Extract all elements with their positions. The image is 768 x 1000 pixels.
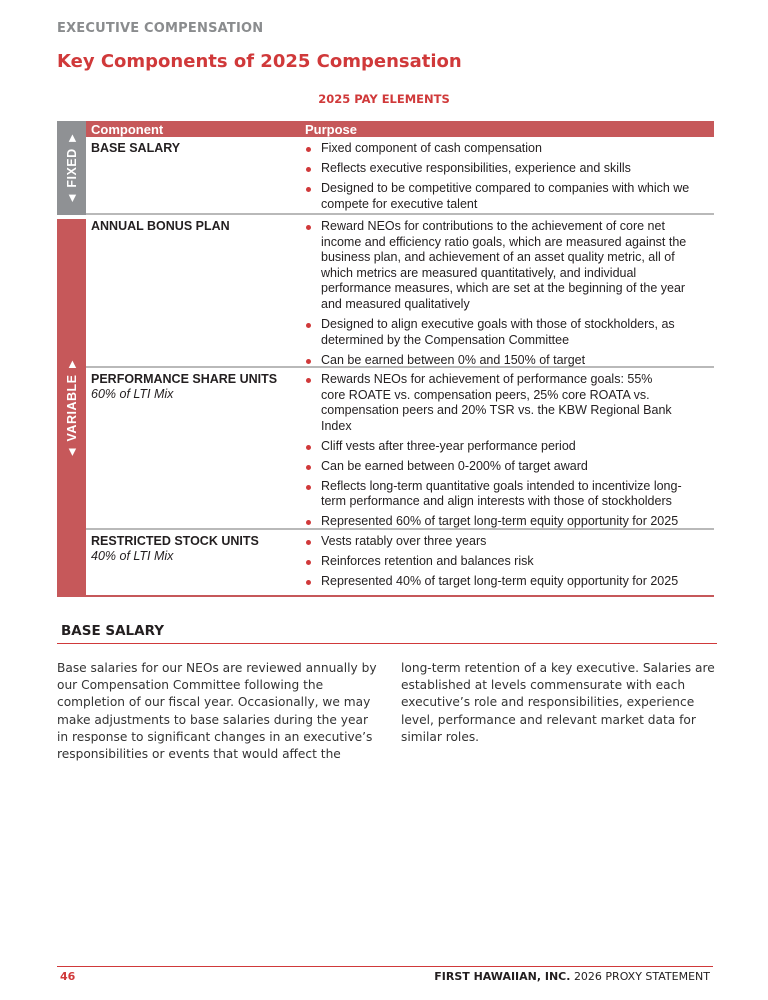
eyebrow: EXECUTIVE COMPENSATION: [57, 21, 264, 36]
variable-label: ◄ VARIABLE ►: [64, 357, 79, 459]
component-name: PERFORMANCE SHARE UNITS: [91, 372, 278, 386]
body-column-1: Base salaries for our NEOs are reviewed annually by our Compensation Committee following the completion of our fiscal year. Occasionally, we may make adjustments to base salaries during the year in response to significant changes in an executive’s responsibilities or events that would affect the: [57, 661, 377, 762]
purpose-item: Represented 60% of target long-term equity opportunity for 2025: [305, 514, 705, 530]
purpose-list: [305, 372, 705, 534]
purpose-item: Designed to align executive goals with those of stockholders, as determined by the Compensation Committee: [305, 317, 705, 348]
purpose-item: Rewards NEOs for achievement of performance goals: 55% core ROATE vs. compensation peers, 25% core ROATA vs. compensation peers and 20% TSR vs. the KBW Regional Bank Index: [305, 372, 676, 434]
purpose-list: [305, 219, 705, 373]
section-heading: BASE SALARY: [57, 623, 717, 644]
column-header-component: Component: [91, 122, 164, 137]
fixed-group-bar: [57, 121, 86, 215]
component-name: BASE SALARY: [91, 141, 181, 155]
document-name: 2026 PROXY STATEMENT: [573, 970, 710, 983]
table-row: [86, 137, 714, 215]
table-title: [0, 92, 768, 106]
table-row: [86, 368, 714, 530]
component-note: 40% of LTI Mix: [91, 549, 174, 563]
purpose-item: Reward NEOs for contributions to the achievement of core net income and efficiency ratio goals, which are measured against the business plan, and achievement of an asset quality metric, all of which metrics are measured quantitatively, and individual performance measures, which are set at the beginning of the year and measured qualitatively: [305, 219, 705, 313]
variable-group-bar: [57, 219, 86, 597]
table-header: [86, 121, 714, 137]
table-row: [86, 215, 714, 368]
footer-title: [434, 970, 710, 983]
column-header-purpose: Purpose: [305, 122, 358, 137]
component-name: RESTRICTED STOCK UNITS: [91, 534, 259, 548]
component-note: 60% of LTI Mix: [91, 387, 174, 401]
purpose-item: Vests ratably over three years: [305, 534, 705, 550]
purpose-item: Reflects long-term quantitative goals intended to incentivize long-term performance and align interests with those of stockholders: [305, 479, 705, 510]
purpose-item: Cliff vests after three-year performance period: [305, 439, 705, 455]
fixed-label: ◄ FIXED ►: [64, 131, 79, 205]
table-row: [86, 530, 714, 597]
purpose-item: Can be earned between 0-200% of target award: [305, 459, 705, 475]
table-title-text: 2025 PAY ELEMENTS: [318, 92, 450, 106]
page-number: 46: [60, 970, 76, 983]
purpose-item: Can be earned between 0% and 150% of target: [305, 353, 705, 369]
component-name: ANNUAL BONUS PLAN: [91, 219, 230, 233]
purpose-item: Represented 40% of target long-term equity opportunity for 2025: [305, 574, 705, 590]
footer-divider: [57, 966, 713, 967]
purpose-item: Fixed component of cash compensation: [305, 141, 705, 157]
purpose-list: [305, 141, 705, 217]
page-title: Key Components of 2025 Compensation: [57, 51, 462, 72]
purpose-item: Reflects executive responsibilities, experience and skills: [305, 161, 705, 177]
purpose-item: Designed to be competitive compared to companies with which we compete for executive talent: [305, 181, 705, 212]
company-name: FIRST HAWAIIAN, INC.: [434, 970, 571, 983]
body-column-2: long-term retention of a key executive. Salaries are established at levels commensurate with each executive’s role and responsibilities, experience level, performance and relevant market data for similar roles.: [401, 661, 715, 744]
purpose-item: Reinforces retention and balances risk: [305, 554, 705, 570]
purpose-list: [305, 534, 705, 594]
